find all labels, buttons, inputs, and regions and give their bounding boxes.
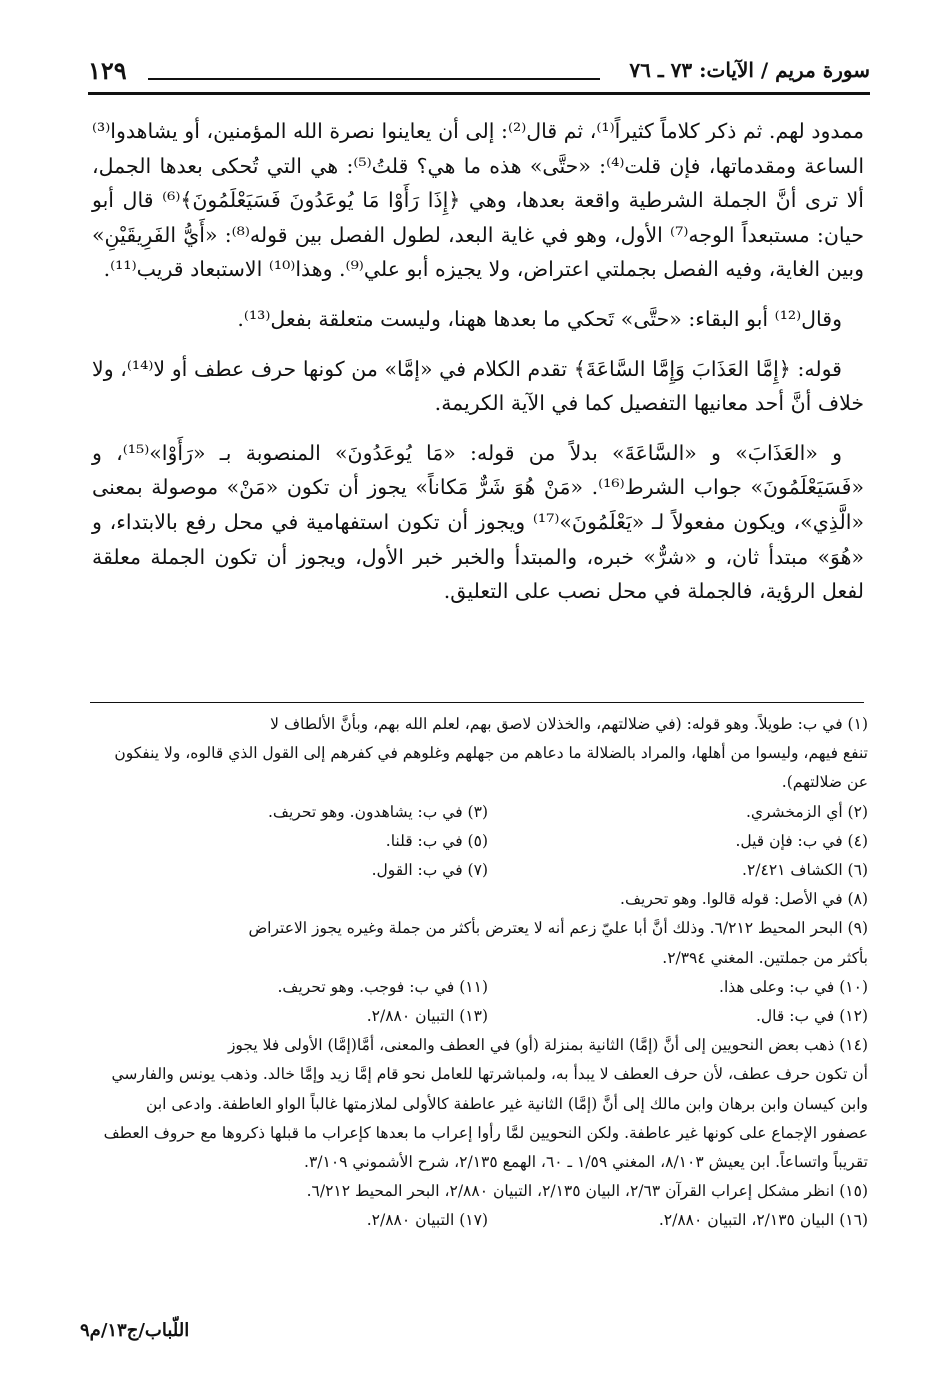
footnote-continuation: بأكثر من جملتين. المغني ٢/٣٩٤. xyxy=(662,948,868,967)
footnote: (١٧) التبيان ٢/٨٨٠. xyxy=(366,1211,488,1230)
footnote-pair xyxy=(96,798,868,827)
footnote: (٨) في الأصل: قوله قالوا. وهو تحريف. xyxy=(620,890,868,909)
paragraph: قوله: ﴿إِمَّا العَذَابَ وَإِمَّا السَّاعَةَ﴾ تقدم الكلام في «إمَّا» من كونها حرف عطف أو لا⁽¹⁴⁾، ولا خلاف أنَّ أحد معانيها التفصيل كما في الآية الكريمة. xyxy=(92,356,864,416)
footnote-separator xyxy=(90,702,864,703)
footnote-pair xyxy=(96,973,868,1002)
footnote-pair xyxy=(96,1002,868,1031)
footnote-pair xyxy=(96,856,868,885)
paragraph: ممدود لهم. ثم ذكر كلاماً كثيراً⁽¹⁾، ثم قال⁽²⁾: إلى أن يعاينوا نصرة الله المؤمنين، أو يشاهدوا⁽³⁾ الساعة ومقدماتها، فإن قلت⁽⁴⁾: «حتَّى» هذه ما هي؟ قلتُ⁽⁵⁾: هي التي تُحكى بعدها الجمل، ألا ترى أنَّ الجملة الشرطية واقعة بعدها، وهي ﴿إِذَا رَأَوْا مَا يُوعَدُونَ فَسَيَعْلَمُونَ﴾⁽⁶⁾ قال أبو حيان: مستبعداً الوجه⁽⁷⁾ الأول، وهو في غاية البعد، لطول الفصل بين قوله⁽⁸⁾: «أَيُّ الفَرِيقَيْنِ» وبين الغاية، وفيه الفصل بجملتي اعتراض، ولا يجيزه أبو علي⁽⁹⁾. وهذا⁽¹⁰⁾ الاستبعاد قريب⁽¹¹⁾. xyxy=(92,119,865,282)
footnote-pair xyxy=(96,1206,868,1235)
footnote-continuation: أن تكون حرف عطف، لأن حرف العطف لا يبدأ به، ولمباشرتها للعامل نحو قام إمَّا زيد وإمَّا خالد. وذهب يونس والفارسي وابن كيسان وابن برهان وابن مالك إلى أنَّ (إمَّا) الثانية غير عاطفة كالأولى لملازمتها غالباً الواو العاطفة. وادعى ابن عصفور الإجماع على كونها غير عاطفة. ولكن النحويين لمَّا رأوا إعراب ما بعدها كإعراب ما قبلها ذكروها مع حروف العطف تقريباً واتساعاً. ابن يعيش ٨/١٠٣، المغني ١/٥٩ ـ ٦٠، الهمع ٢/١٣٥، شرح الأشموني ٣/١٠٩. xyxy=(103,1065,868,1172)
printer-signature: اللّباب/ج١٣/م٩ xyxy=(80,1320,190,1341)
running-title: سورة مريم / الآيات: ٧٣ ـ ٧٦ xyxy=(629,58,870,82)
paragraph: و «العَذَابَ» و «السَّاعَةَ» بدلاً من قوله: «مَا يُوعَدُونَ» المنصوبة بـ «رَأَوْا»⁽¹⁵⁾، و «فَسَيَعْلَمُونَ» جواب الشرط⁽¹⁶⁾. «مَنْ هُوَ شَرٌّ مَكاناً» يجوز أن تكون «مَنْ» موصولة بمعنى «الَّذِي»، ويكون مفعولاً لـ «يَعْلَمُونَ»⁽¹⁷⁾ ويجوز أن تكون استفهامية في محل رفع بالابتداء، و «هُوَ» مبتدأ ثان، و «شرٌّ» خبره، والمبتدأ والخبر خبر الأول، ويجوز أن تكون الجملة معلقة لفعل الرؤية، فالجملة في محل نصب على التعليق. xyxy=(92,440,864,604)
footnote: (١٦) البيان ٢/١٣٥، التبيان ٢/٨٨٠. xyxy=(658,1211,868,1230)
main-text xyxy=(92,114,864,624)
paragraph: وقال⁽¹²⁾ أبو البقاء: «حتَّى» تَحكي ما بعدها ههنا، وليست متعلقة بفعل⁽¹³⁾. xyxy=(237,306,842,331)
footnote: (١٣) التبيان ٢/٨٨٠. xyxy=(366,1007,488,1026)
footnote: (١) في ب: طويلاً. وهو قوله: (في ضلالتهم، والخذلان لاصق بهم، لعلم الله بهم، وبأنَّ الألطاف لا xyxy=(270,715,868,733)
footnote: (٢) أي الزمخشري. xyxy=(745,802,868,821)
footnote-pair xyxy=(96,827,868,856)
footnote: (١٤) ذهب بعض النحويين إلى أنَّ (إمَّا) الثانية بمنزلة (أو) في العطف والمعنى، أمَّا(إمَّا) الأولى فلا يجوز xyxy=(227,1036,868,1055)
footnote: (١١) في ب: فوجب. وهو تحريف. xyxy=(277,977,488,996)
footnote: (٤) في ب: فإن قيل. xyxy=(735,831,868,850)
page-header xyxy=(88,50,870,96)
footnote: (٣) في ب: يشاهدون. وهو تحريف. xyxy=(267,802,488,821)
header-title-line xyxy=(148,78,600,80)
footnote: (٧) في ب: القول. xyxy=(371,861,488,880)
footnotes xyxy=(96,710,868,1236)
footnote-continuation: تنفع فيهم، وليسوا من أهلها، والمراد بالضلالة ما دعاهم من جهلهم وغلوهم في كفرهم إلى القول الذي قالوه، ولا ينفكون عن ضلالتهم). xyxy=(114,744,868,792)
footnote: (٥) في ب: قلنا. xyxy=(385,831,488,850)
footnote: (١٠) في ب: وعلى هذا. xyxy=(719,977,868,996)
page-number: ١٢٩ xyxy=(88,56,127,85)
footnote: (١٥) انظر مشكل إعراب القرآن ٢/٦٣، البيان ٢/١٣٥، التبيان ٢/٨٨٠، البحر المحيط ٦/٢١٢. xyxy=(306,1182,868,1201)
footnote: (٦) الكشاف ٢/٤٢١. xyxy=(742,861,868,880)
footnote: (١٢) في ب: قال. xyxy=(755,1007,868,1026)
footnote: (٩) البحر المحيط ٦/٢١٢. وذلك أنَّ أبا عليّ زعم أنه لا يعترض بأكثر من جملة وغيره يجوز الاعتراض xyxy=(248,919,868,938)
header-rule xyxy=(88,92,870,95)
